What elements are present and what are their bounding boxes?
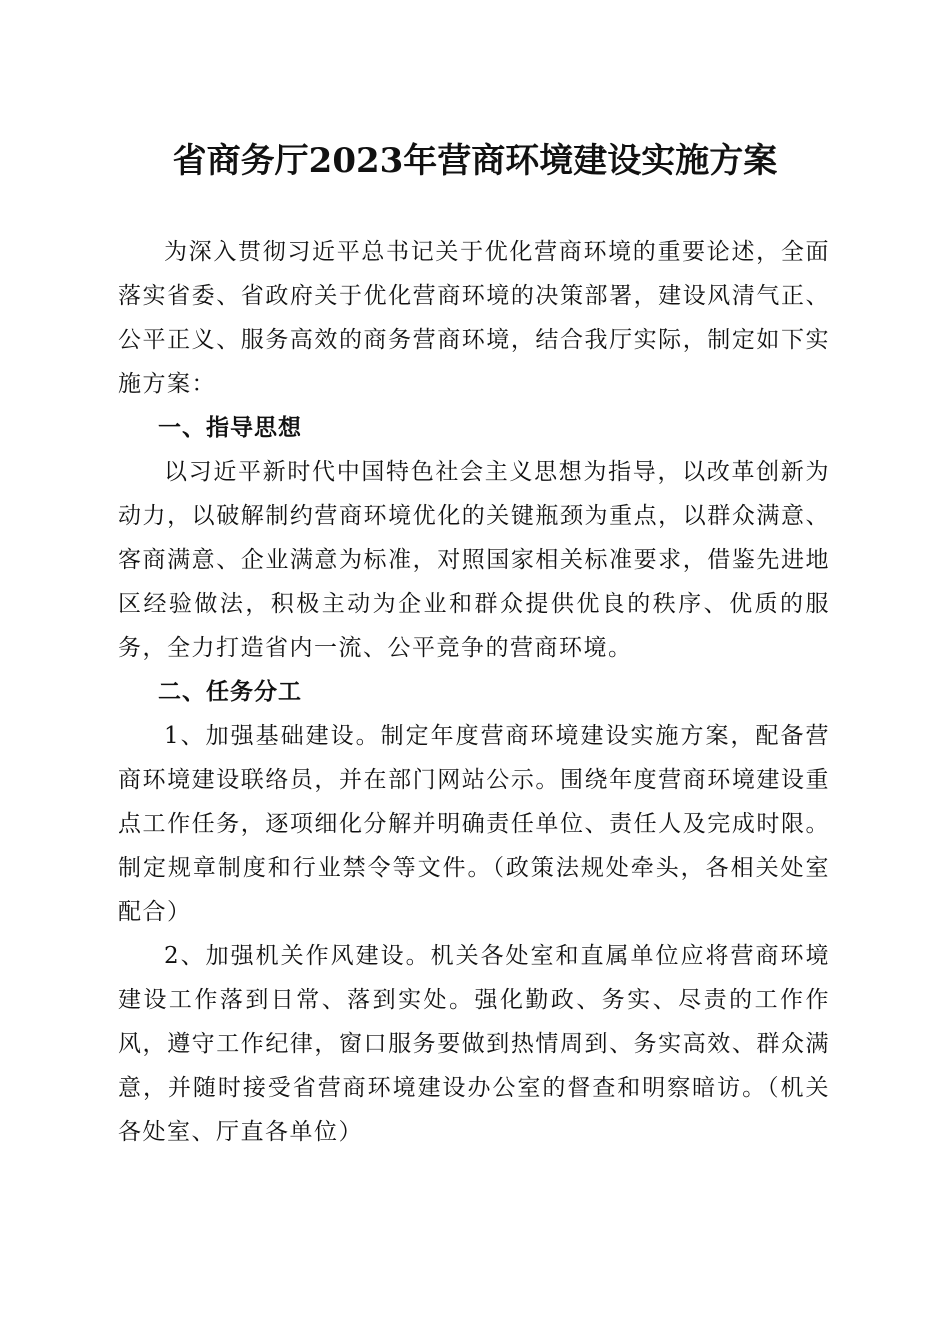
- intro-paragraph: 为深入贯彻习近平总书记关于优化营商环境的重要论述，全面落实省委、省政府关于优化营商环境的决策部署，建设风清气正、公平正义、服务高效的商务营商环境，结合我厅实际，制定如下实施方案：: [118, 239, 830, 397]
- section-paragraph: 以习近平新时代中国特色社会主义思想为指导，以改革创新为动力，以破解制约营商环境优化的关键瓶颈为重点，以群众满意、客商满意、企业满意为标准，对照国家相关标准要求，借鉴先进地区经验做法，积极主动为企业和群众提供优良的秩序、优质的服务，全力打造省内一流、公平竞争的营商环境。: [118, 459, 830, 661]
- section-heading: 二、任务分工: [158, 679, 302, 705]
- document-title: 省商务厅2023年营商环境建设实施方案: [172, 141, 778, 181]
- section-guiding-ideology: [118, 406, 830, 670]
- section-paragraph: 1、加强基础建设。制定年度营商环境建设实施方案，配备营商环境建设联络员，并在部门网站公示。围绕年度营商环境建设重点工作任务，逐项细化分解并明确责任单位、责任人及完成时限。制定规章制度和行业禁令等文件。（政策法规处牵头，各相关处室配合）: [118, 723, 830, 925]
- section-heading: 一、指导思想: [158, 415, 302, 441]
- section-task-division: [118, 670, 830, 1154]
- document-body: [118, 230, 830, 1154]
- section-paragraph: 2、加强机关作风建设。机关各处室和直属单位应将营商环境建设工作落到日常、落到实处。强化勤政、务实、尽责的工作作风，遵守工作纪律，窗口服务要做到热情周到、务实高效、群众满意，并随时接受省营商环境建设办公室的督查和明察暗访。（机关各处室、厅直各单位）: [118, 943, 830, 1145]
